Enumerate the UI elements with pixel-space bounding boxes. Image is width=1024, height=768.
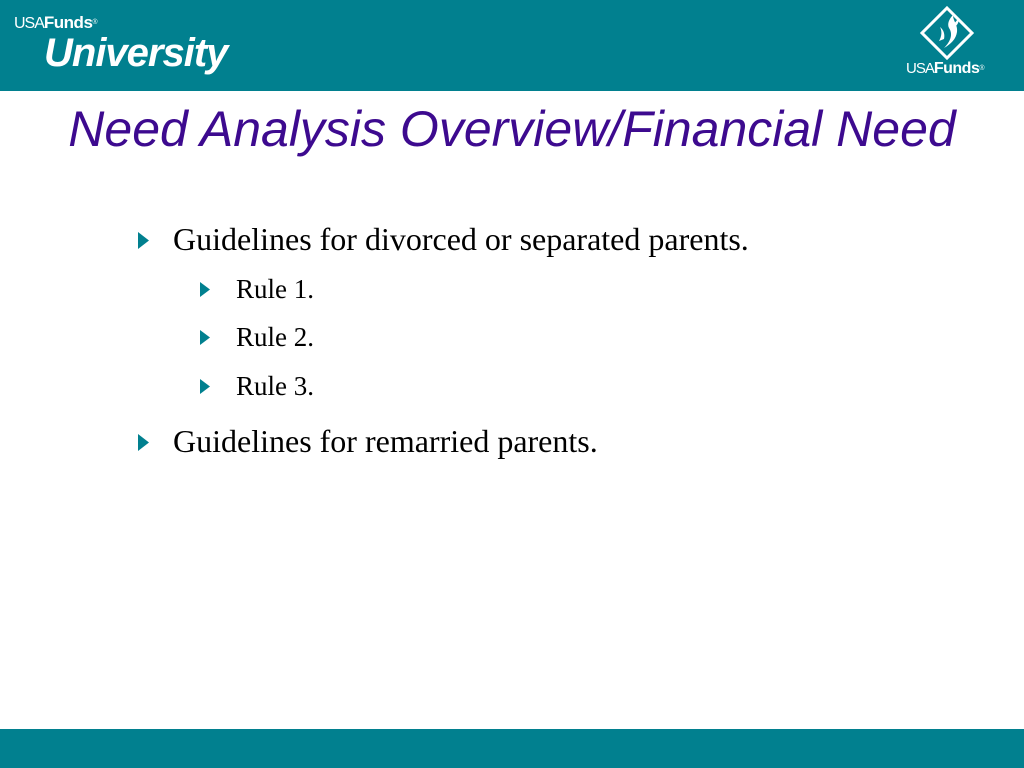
logo-trademark: ® <box>979 65 985 72</box>
bullet-arrow-icon <box>138 434 149 451</box>
slide-title: Need Analysis Overview/Financial Need <box>68 101 956 157</box>
logo-usa-text: USA <box>14 15 44 32</box>
bullet-item <box>173 220 749 258</box>
footer-band <box>0 729 1024 768</box>
sub-bullet-item <box>236 321 314 353</box>
usafunds-wordmark <box>906 60 984 78</box>
sub-bullet-item <box>236 370 314 402</box>
sub-bullet-item <box>236 273 314 305</box>
bullet-text: Rule 3. <box>236 371 314 401</box>
logo-university-text: University <box>44 31 228 75</box>
logo-usa-text: USA <box>906 60 934 77</box>
bullet-text: Guidelines for remarried parents. <box>173 423 598 459</box>
logo-funds-text: Funds <box>43 13 93 32</box>
logo-trademark: ® <box>92 19 98 26</box>
bullet-arrow-icon <box>200 379 210 394</box>
bullet-text: Rule 1. <box>236 274 314 304</box>
bullet-arrow-icon <box>200 330 210 345</box>
usafunds-university-logo <box>14 14 227 75</box>
bullet-item <box>173 422 598 460</box>
usafunds-diamond-icon <box>920 6 974 60</box>
usafunds-logo <box>902 6 992 81</box>
bullet-arrow-icon <box>200 282 210 297</box>
logo-funds-text: Funds <box>933 60 980 77</box>
bullet-arrow-icon <box>138 232 149 249</box>
bullet-text: Guidelines for divorced or separated parents. <box>173 221 749 257</box>
bullet-text: Rule 2. <box>236 322 314 352</box>
